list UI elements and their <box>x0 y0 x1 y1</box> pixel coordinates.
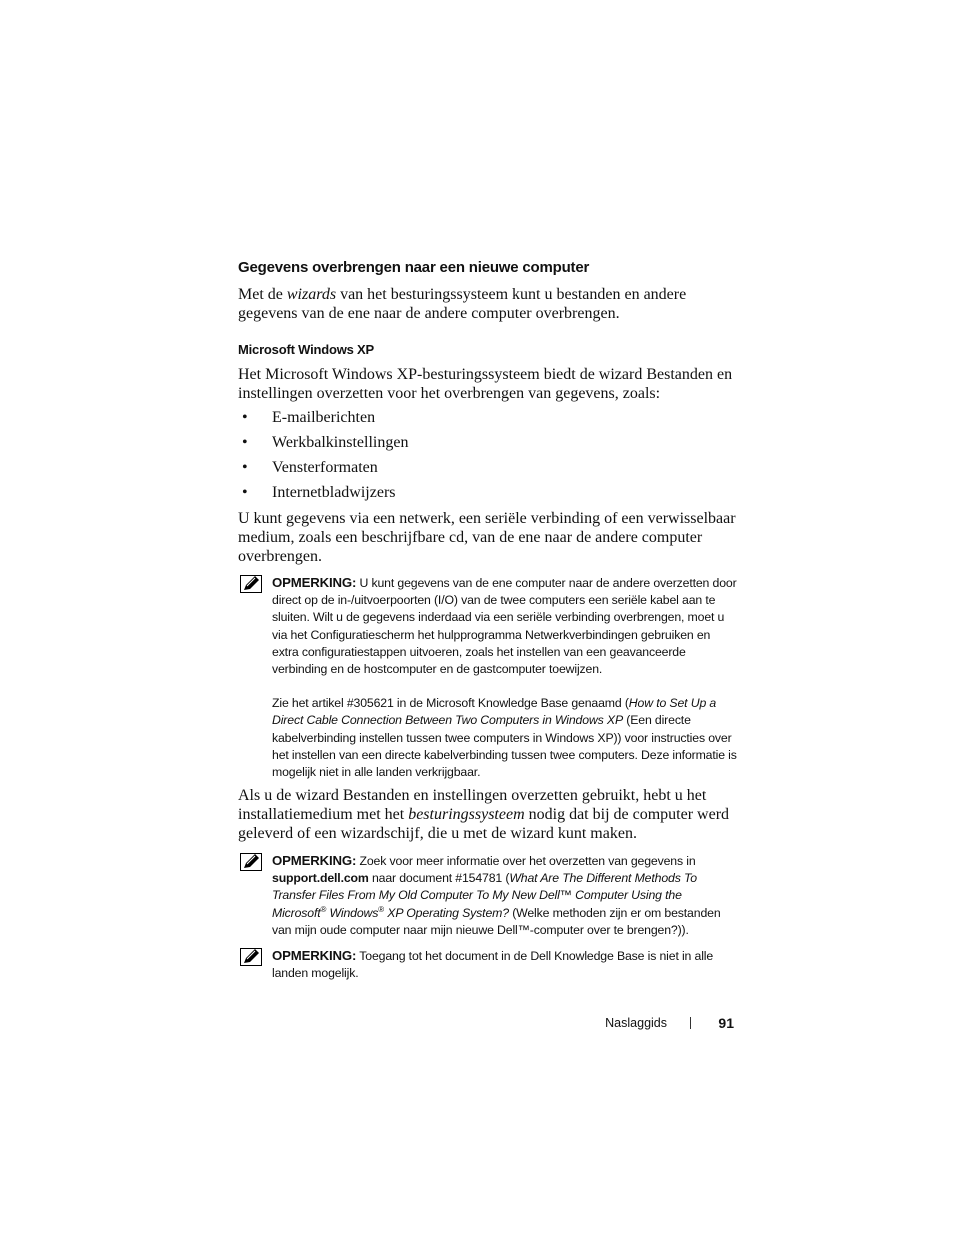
note-text: OPMERKING: Toegang tot het document in de Dell Knowledge Base is niet in alle landen mogelijk. <box>272 948 714 981</box>
support-link[interactable]: support.dell.com <box>272 871 369 886</box>
note-text: OPMERKING: U kunt gegevens van de ene computer naar de andere overzetten door direct op de in-/uitvoerpoorten (I/O) van de twee computers een seriële kabel aan te sluiten. Wilt u de gegevens inderdaad via een seriële verbinding overbrengen, moet u via het Configuratiescherm het hulpprogramma Netwerkverbindingen gebruiken en extra configuratiestappen uitvoeren, zoals het instellen van een geavanceerde verbinding en de hostcomputer en de gastcomputer toewijzen. <box>272 575 737 677</box>
pencil-note-icon <box>240 853 262 871</box>
wizard-media-paragraph: Als u de wizard Bestanden en instellingen overzetten gebruikt, hebt u het installatiemedium met het besturingssysteem nodig dat bij de computer werd geleverd of een wizardschijf, die u met de wizard kunt maken. <box>238 787 730 842</box>
list-item: • Vensterformaten <box>242 459 378 476</box>
footer-separator <box>690 1017 691 1029</box>
pencil-note-icon <box>240 575 262 593</box>
note-serial-cable <box>238 574 738 781</box>
intro-paragraph: Met de wizards van het besturingssysteem kunt u bestanden en andere gegevens van de ene naar de andere computer overbrengen. <box>238 286 687 322</box>
pencil-note-icon <box>240 948 262 966</box>
bullet-list <box>238 408 408 508</box>
note-text-kb-article: Zie het artikel #305621 in de Microsoft Knowledge Base genaamd (How to Set Up a Direct Cable Connection Between Two Computers in Windows XP (Een directe kabelverbinding instellen tussen twee computers in Windows XP)) voor instructies over het instellen van een directe kabelverbinding tussen twee computers. Deze informatie is mogelijk niet in alle landen verkrijgbaar. <box>272 696 737 780</box>
footer-section-title: Naslaggids <box>605 1016 667 1030</box>
list-item: • E-mailberichten <box>242 409 376 426</box>
list-item: • Internetbladwijzers <box>242 484 396 501</box>
list-item: • Werkbalkinstellingen <box>242 434 409 451</box>
note-kb-availability <box>238 947 738 982</box>
subsection-intro: Het Microsoft Windows XP-besturingssysteem biedt de wizard Bestanden en instellingen overzetten voor het overbrengen van gegevens, zoals: <box>238 366 733 402</box>
section-heading: Gegevens overbrengen naar een nieuwe computer <box>238 259 590 276</box>
note-support-document <box>238 852 738 939</box>
note-text: OPMERKING: Zoek voor meer informatie over het overzetten van gegevens in support.dell.com naar document #154781 (What Are The Different Methods To Transfer Files From My Old Computer To My New Dell™ Computer Using the Microsoft® Windows® XP Operating System? (Welke methoden zijn er om bestanden van mijn oude computer naar mijn nieuwe Dell™-computer over te brengen?)). <box>272 853 721 937</box>
transfer-methods-paragraph: U kunt gegevens via een netwerk, een seriële verbinding of een verwisselbaar medium, zoals een beschrijfbare cd, van de ene naar de andere computer overbrengen. <box>238 510 736 565</box>
page-number: 91 <box>718 1015 734 1031</box>
subsection-heading: Microsoft Windows XP <box>238 342 374 357</box>
